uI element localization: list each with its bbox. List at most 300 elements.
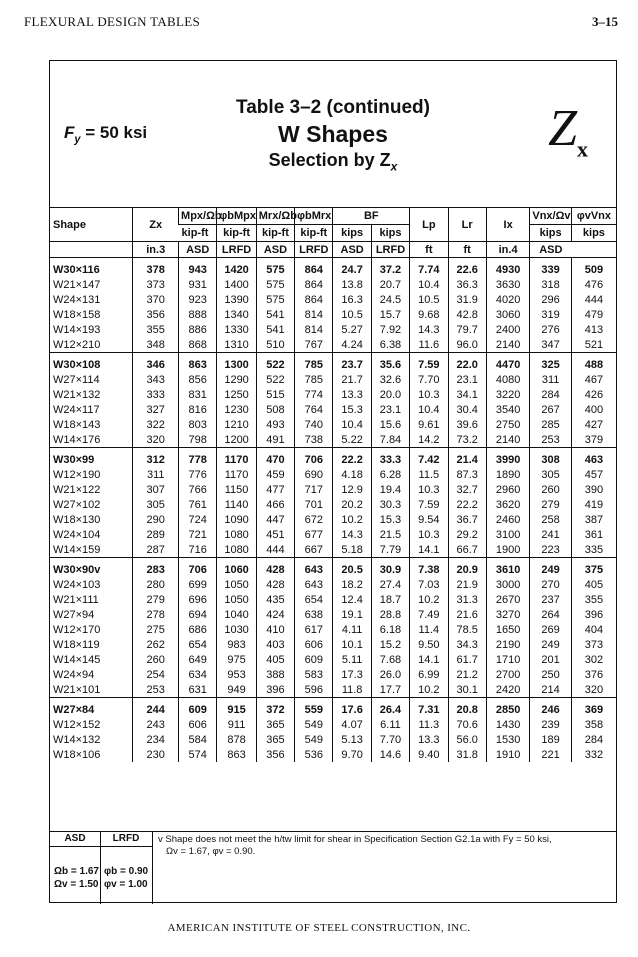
value-cell: 260 bbox=[530, 482, 571, 497]
value-cell: 923 bbox=[179, 292, 217, 307]
value-cell: 7.84 bbox=[371, 432, 409, 448]
value-cell: 24.5 bbox=[371, 292, 409, 307]
header-blank bbox=[50, 242, 133, 258]
value-cell: 32.6 bbox=[371, 372, 409, 387]
value-cell: 10.3 bbox=[410, 482, 448, 497]
value-cell: 21.6 bbox=[448, 607, 486, 622]
value-cell: 776 bbox=[179, 467, 217, 482]
value-cell: 11.4 bbox=[410, 622, 448, 637]
value-cell: 346 bbox=[133, 353, 179, 373]
value-cell: 419 bbox=[571, 497, 616, 512]
table-row bbox=[50, 258, 616, 278]
value-cell: 4.18 bbox=[333, 467, 371, 482]
value-cell: 1140 bbox=[217, 497, 256, 512]
value-cell: 491 bbox=[256, 432, 294, 448]
value-cell: 21.9 bbox=[448, 577, 486, 592]
value-cell: 278 bbox=[133, 607, 179, 622]
value-cell: 7.70 bbox=[410, 372, 448, 387]
value-cell: 96.0 bbox=[448, 337, 486, 353]
value-cell: 31.9 bbox=[448, 292, 486, 307]
table-row bbox=[50, 577, 616, 592]
value-cell: 20.2 bbox=[333, 497, 371, 512]
value-cell: 14.1 bbox=[410, 542, 448, 558]
value-cell: 11.6 bbox=[410, 337, 448, 353]
value-cell: 774 bbox=[295, 387, 333, 402]
header-subunit: in.3 bbox=[133, 242, 179, 258]
value-cell: 508 bbox=[256, 402, 294, 417]
value-cell: 36.3 bbox=[448, 277, 486, 292]
value-cell: 7.49 bbox=[410, 607, 448, 622]
value-cell: 396 bbox=[571, 607, 616, 622]
value-cell: 654 bbox=[179, 637, 217, 652]
value-cell: 814 bbox=[295, 307, 333, 322]
value-cell: 21.4 bbox=[448, 448, 486, 468]
value-cell: 22.2 bbox=[448, 497, 486, 512]
value-cell: 5.22 bbox=[333, 432, 371, 448]
value-cell: 7.38 bbox=[410, 558, 448, 578]
shape-cell: W27×84 bbox=[50, 698, 133, 718]
table-caption: Table 3–2 (continued) bbox=[236, 97, 430, 118]
value-cell: 267 bbox=[530, 402, 571, 417]
value-cell: 761 bbox=[179, 497, 217, 512]
value-cell: 7.42 bbox=[410, 448, 448, 468]
value-cell: 1170 bbox=[217, 448, 256, 468]
value-cell: 488 bbox=[571, 353, 616, 373]
value-cell: 1150 bbox=[217, 482, 256, 497]
value-cell: 388 bbox=[256, 667, 294, 682]
value-cell: 37.2 bbox=[371, 258, 409, 278]
shape-cell: W18×106 bbox=[53, 748, 101, 761]
value-cell: 285 bbox=[530, 417, 571, 432]
header-subunit: ASD bbox=[179, 242, 217, 258]
value-cell: 214 bbox=[530, 682, 571, 698]
value-cell: 20.5 bbox=[333, 558, 371, 578]
value-cell: 943 bbox=[179, 258, 217, 278]
value-cell: 717 bbox=[295, 482, 333, 497]
value-cell: 246 bbox=[530, 698, 571, 718]
value-cell: 2750 bbox=[486, 417, 530, 432]
value-cell: 253 bbox=[133, 682, 179, 698]
value-cell: 243 bbox=[133, 717, 179, 732]
value-cell: 327 bbox=[133, 402, 179, 417]
value-cell: 1530 bbox=[486, 732, 530, 747]
value-cell: 427 bbox=[571, 417, 616, 432]
value-cell: 30.9 bbox=[371, 558, 409, 578]
shape-cell: W14×193 bbox=[53, 323, 101, 336]
value-cell: 287 bbox=[133, 542, 179, 558]
value-cell: 27.4 bbox=[371, 577, 409, 592]
value-cell: 21.2 bbox=[448, 667, 486, 682]
value-cell: 254 bbox=[133, 667, 179, 682]
value-cell: 740 bbox=[295, 417, 333, 432]
value-cell: 447 bbox=[256, 512, 294, 527]
value-cell: 931 bbox=[179, 277, 217, 292]
value-cell: 280 bbox=[133, 577, 179, 592]
table-row bbox=[50, 292, 616, 307]
value-cell: 677 bbox=[295, 527, 333, 542]
value-cell: 5.13 bbox=[333, 732, 371, 747]
value-cell: 348 bbox=[133, 337, 179, 353]
value-cell: 305 bbox=[530, 467, 571, 482]
value-cell: 1210 bbox=[217, 417, 256, 432]
value-cell: 10.5 bbox=[410, 292, 448, 307]
value-cell: 1890 bbox=[486, 467, 530, 482]
value-cell: 375 bbox=[571, 558, 616, 578]
value-cell: 20.0 bbox=[371, 387, 409, 402]
value-cell: 15.7 bbox=[371, 307, 409, 322]
value-cell: 949 bbox=[217, 682, 256, 698]
value-cell: 369 bbox=[571, 698, 616, 718]
value-cell: 6.99 bbox=[410, 667, 448, 682]
value-cell: 953 bbox=[217, 667, 256, 682]
value-cell: 30.1 bbox=[448, 682, 486, 698]
footnote: v Shape does not meet the h/tw limit for shear in Specification Section G2.1a with Fy = 50 ksi, Ωv = 1.67, φv = 0.90. bbox=[158, 834, 552, 857]
value-cell: 4.11 bbox=[333, 622, 371, 637]
value-cell: 258 bbox=[530, 512, 571, 527]
value-cell: 33.3 bbox=[371, 448, 409, 468]
value-cell: 23.1 bbox=[371, 402, 409, 417]
value-cell: 1050 bbox=[217, 592, 256, 607]
value-cell: 15.3 bbox=[371, 512, 409, 527]
value-cell: 339 bbox=[530, 258, 571, 278]
shape-cell: W14×132 bbox=[53, 733, 101, 746]
value-cell: 390 bbox=[571, 482, 616, 497]
value-cell: 522 bbox=[256, 372, 294, 387]
table-footer bbox=[50, 831, 616, 890]
value-cell: 5.11 bbox=[333, 652, 371, 667]
value-cell: 1310 bbox=[217, 337, 256, 353]
value-cell: 424 bbox=[256, 607, 294, 622]
value-cell: 4020 bbox=[486, 292, 530, 307]
value-cell: 864 bbox=[295, 292, 333, 307]
value-cell: 10.3 bbox=[410, 527, 448, 542]
value-cell: 606 bbox=[179, 717, 217, 732]
value-cell: 1400 bbox=[217, 277, 256, 292]
value-cell: 1030 bbox=[217, 622, 256, 637]
value-cell: 405 bbox=[256, 652, 294, 667]
phi-v: φv = 1.00 bbox=[104, 879, 148, 890]
table-row bbox=[50, 698, 616, 718]
value-cell: 29.2 bbox=[448, 527, 486, 542]
value-cell: 4.24 bbox=[333, 337, 371, 353]
value-cell: 17.6 bbox=[333, 698, 371, 718]
value-cell: 311 bbox=[530, 372, 571, 387]
value-cell: 18.2 bbox=[333, 577, 371, 592]
table-row bbox=[50, 417, 616, 432]
shape-cell: W30×108 bbox=[50, 353, 133, 373]
value-cell: 634 bbox=[179, 667, 217, 682]
shape-cell: W18×158 bbox=[53, 308, 101, 321]
header-unit: kip-ft bbox=[217, 225, 256, 242]
value-cell: 28.8 bbox=[371, 607, 409, 622]
value-cell: 11.8 bbox=[333, 682, 371, 698]
value-cell: 541 bbox=[256, 322, 294, 337]
table-row bbox=[50, 512, 616, 527]
header-col: Mpx/Ωb bbox=[179, 208, 217, 225]
value-cell: 19.1 bbox=[333, 607, 371, 622]
value-cell: 276 bbox=[530, 322, 571, 337]
value-cell: 13.8 bbox=[333, 277, 371, 292]
header-col: Mrx/Ωb bbox=[256, 208, 294, 225]
value-cell: 10.2 bbox=[410, 682, 448, 698]
value-cell: 3220 bbox=[486, 387, 530, 402]
value-cell: 2190 bbox=[486, 637, 530, 652]
value-cell: 559 bbox=[295, 698, 333, 718]
value-cell: 320 bbox=[133, 432, 179, 448]
value-cell: 575 bbox=[256, 277, 294, 292]
value-cell: 308 bbox=[530, 448, 571, 468]
shape-cell: W12×190 bbox=[53, 468, 101, 481]
shape-cell: W12×152 bbox=[53, 718, 101, 731]
value-cell: 1200 bbox=[217, 432, 256, 448]
value-cell: 694 bbox=[179, 607, 217, 622]
value-cell: 1390 bbox=[217, 292, 256, 307]
value-cell: 2420 bbox=[486, 682, 530, 698]
shape-cell: W27×94 bbox=[53, 608, 95, 621]
value-cell: 10.3 bbox=[410, 387, 448, 402]
shape-cell: W30×99 bbox=[50, 448, 133, 468]
value-cell: 387 bbox=[571, 512, 616, 527]
header-subunit: ft bbox=[410, 242, 448, 258]
value-cell: 764 bbox=[295, 402, 333, 417]
value-cell: 1080 bbox=[217, 527, 256, 542]
value-cell: 289 bbox=[133, 527, 179, 542]
value-cell: 9.68 bbox=[410, 307, 448, 322]
yield-strength-label: $F_y = 50$ ksi bbox=[64, 123, 148, 146]
table-row bbox=[50, 307, 616, 322]
omega-v: Ωv = 1.50 bbox=[54, 879, 99, 890]
value-cell: 886 bbox=[179, 322, 217, 337]
value-cell: 868 bbox=[179, 337, 217, 353]
value-cell: 12.4 bbox=[333, 592, 371, 607]
shape-cell: W14×176 bbox=[53, 433, 101, 446]
value-cell: 1910 bbox=[486, 747, 530, 762]
value-cell: 428 bbox=[256, 577, 294, 592]
header-subunit: LRFD bbox=[295, 242, 333, 258]
value-cell: 18.7 bbox=[371, 592, 409, 607]
value-cell: 410 bbox=[256, 622, 294, 637]
value-cell: 778 bbox=[179, 448, 217, 468]
value-cell: 332 bbox=[571, 747, 616, 762]
shape-cell: W18×143 bbox=[53, 418, 101, 431]
value-cell: 284 bbox=[571, 732, 616, 747]
value-cell: 12.9 bbox=[333, 482, 371, 497]
value-cell: 290 bbox=[133, 512, 179, 527]
value-cell: 34.1 bbox=[448, 387, 486, 402]
value-cell: 3100 bbox=[486, 527, 530, 542]
value-cell: 7.70 bbox=[371, 732, 409, 747]
value-cell: 863 bbox=[217, 747, 256, 762]
value-cell: 311 bbox=[133, 467, 179, 482]
value-cell: 253 bbox=[530, 432, 571, 448]
value-cell: 56.0 bbox=[448, 732, 486, 747]
value-cell: 696 bbox=[179, 592, 217, 607]
value-cell: 2700 bbox=[486, 667, 530, 682]
value-cell: 1650 bbox=[486, 622, 530, 637]
value-cell: 915 bbox=[217, 698, 256, 718]
table-row bbox=[50, 387, 616, 402]
value-cell: 609 bbox=[179, 698, 217, 718]
header-subunit: LRFD bbox=[371, 242, 409, 258]
value-cell: 9.61 bbox=[410, 417, 448, 432]
value-cell: 9.50 bbox=[410, 637, 448, 652]
value-cell: 549 bbox=[295, 717, 333, 732]
value-cell: 7.92 bbox=[371, 322, 409, 337]
value-cell: 42.8 bbox=[448, 307, 486, 322]
value-cell: 31.3 bbox=[448, 592, 486, 607]
value-cell: 2140 bbox=[486, 337, 530, 353]
value-cell: 4.07 bbox=[333, 717, 371, 732]
value-cell: 22.0 bbox=[448, 353, 486, 373]
value-cell: 831 bbox=[179, 387, 217, 402]
value-cell: 305 bbox=[133, 497, 179, 512]
table-row bbox=[50, 732, 616, 747]
table-title: W Shapes bbox=[278, 121, 388, 147]
value-cell: 11.3 bbox=[410, 717, 448, 732]
value-cell: 6.28 bbox=[371, 467, 409, 482]
value-cell: 319 bbox=[530, 307, 571, 322]
value-cell: 23.7 bbox=[333, 353, 371, 373]
value-cell: 2850 bbox=[486, 698, 530, 718]
value-cell: 376 bbox=[571, 667, 616, 682]
value-cell: 284 bbox=[530, 387, 571, 402]
header-unit: kips bbox=[371, 225, 409, 242]
value-cell: 631 bbox=[179, 682, 217, 698]
value-cell: 21.7 bbox=[333, 372, 371, 387]
value-cell: 26.4 bbox=[371, 698, 409, 718]
value-cell: 325 bbox=[530, 353, 571, 373]
value-cell: 575 bbox=[256, 292, 294, 307]
value-cell: 1290 bbox=[217, 372, 256, 387]
value-cell: 7.68 bbox=[371, 652, 409, 667]
value-cell: 766 bbox=[179, 482, 217, 497]
value-cell: 413 bbox=[571, 322, 616, 337]
value-cell: 61.7 bbox=[448, 652, 486, 667]
value-cell: 477 bbox=[256, 482, 294, 497]
value-cell: 73.2 bbox=[448, 432, 486, 448]
value-cell: 7.31 bbox=[410, 698, 448, 718]
value-cell: 584 bbox=[179, 732, 217, 747]
table-row bbox=[50, 527, 616, 542]
value-cell: 1330 bbox=[217, 322, 256, 337]
value-cell: 5.27 bbox=[333, 322, 371, 337]
value-cell: 318 bbox=[530, 277, 571, 292]
value-cell: 4470 bbox=[486, 353, 530, 373]
value-cell: 451 bbox=[256, 527, 294, 542]
value-cell: 716 bbox=[179, 542, 217, 558]
value-cell: 575 bbox=[256, 258, 294, 278]
value-cell: 816 bbox=[179, 402, 217, 417]
value-cell: 467 bbox=[571, 372, 616, 387]
value-cell: 307 bbox=[133, 482, 179, 497]
value-cell: 396 bbox=[256, 682, 294, 698]
value-cell: 262 bbox=[133, 637, 179, 652]
value-cell: 4930 bbox=[486, 258, 530, 278]
value-cell: 201 bbox=[530, 652, 571, 667]
value-cell: 1900 bbox=[486, 542, 530, 558]
value-cell: 31.8 bbox=[448, 747, 486, 762]
value-cell: 574 bbox=[179, 747, 217, 762]
value-cell: 302 bbox=[571, 652, 616, 667]
table-row bbox=[50, 542, 616, 558]
value-cell: 250 bbox=[530, 667, 571, 682]
value-cell: 521 bbox=[571, 337, 616, 353]
value-cell: 654 bbox=[295, 592, 333, 607]
value-cell: 476 bbox=[571, 277, 616, 292]
value-cell: 230 bbox=[133, 747, 179, 762]
value-cell: 706 bbox=[295, 448, 333, 468]
value-cell: 355 bbox=[133, 322, 179, 337]
value-cell: 583 bbox=[295, 667, 333, 682]
value-cell: 3540 bbox=[486, 402, 530, 417]
value-cell: 405 bbox=[571, 577, 616, 592]
value-cell: 1040 bbox=[217, 607, 256, 622]
value-cell: 322 bbox=[133, 417, 179, 432]
value-cell: 7.59 bbox=[410, 497, 448, 512]
value-cell: 9.40 bbox=[410, 747, 448, 762]
table-row bbox=[50, 337, 616, 353]
value-cell: 2400 bbox=[486, 322, 530, 337]
value-cell: 221 bbox=[530, 747, 571, 762]
table-row bbox=[50, 277, 616, 292]
header-subunit: LRFD bbox=[217, 242, 256, 258]
value-cell: 536 bbox=[295, 747, 333, 762]
value-cell: 785 bbox=[295, 353, 333, 373]
shape-cell: W24×104 bbox=[53, 528, 101, 541]
value-cell: 444 bbox=[256, 542, 294, 558]
shape-cell: W27×114 bbox=[53, 373, 100, 386]
header-col: Ix bbox=[486, 208, 530, 242]
phi-b: φb = 0.90 bbox=[104, 866, 149, 877]
value-cell: 239 bbox=[530, 717, 571, 732]
value-cell: 2960 bbox=[486, 482, 530, 497]
value-cell: 767 bbox=[295, 337, 333, 353]
shape-cell: W21×147 bbox=[53, 278, 101, 291]
value-cell: 24.7 bbox=[333, 258, 371, 278]
value-cell: 20.8 bbox=[448, 698, 486, 718]
value-cell: 5.18 bbox=[333, 542, 371, 558]
value-cell: 14.2 bbox=[410, 432, 448, 448]
value-cell: 17.7 bbox=[371, 682, 409, 698]
value-cell: 3990 bbox=[486, 448, 530, 468]
value-cell: 4080 bbox=[486, 372, 530, 387]
table-row bbox=[50, 558, 616, 578]
value-cell: 814 bbox=[295, 322, 333, 337]
value-cell: 1060 bbox=[217, 558, 256, 578]
value-cell: 249 bbox=[530, 558, 571, 578]
value-cell: 643 bbox=[295, 558, 333, 578]
value-cell: 343 bbox=[133, 372, 179, 387]
value-cell: 864 bbox=[295, 258, 333, 278]
value-cell: 34.3 bbox=[448, 637, 486, 652]
value-cell: 609 bbox=[295, 652, 333, 667]
header-col: φbMrx bbox=[295, 208, 333, 225]
value-cell: 701 bbox=[295, 497, 333, 512]
table-row bbox=[50, 497, 616, 512]
value-cell: 365 bbox=[256, 732, 294, 747]
header-col: φbMpx bbox=[217, 208, 256, 225]
value-cell: 1080 bbox=[217, 542, 256, 558]
shape-cell: W24×131 bbox=[53, 293, 101, 306]
lrfd-factors bbox=[100, 832, 153, 904]
table-row bbox=[50, 372, 616, 387]
page-number: 3–15 bbox=[592, 14, 618, 29]
zx-symbol: $Z_x$ bbox=[548, 100, 588, 162]
value-cell: 234 bbox=[133, 732, 179, 747]
value-cell: 549 bbox=[295, 732, 333, 747]
value-cell: 10.4 bbox=[410, 277, 448, 292]
value-cell: 223 bbox=[530, 542, 571, 558]
